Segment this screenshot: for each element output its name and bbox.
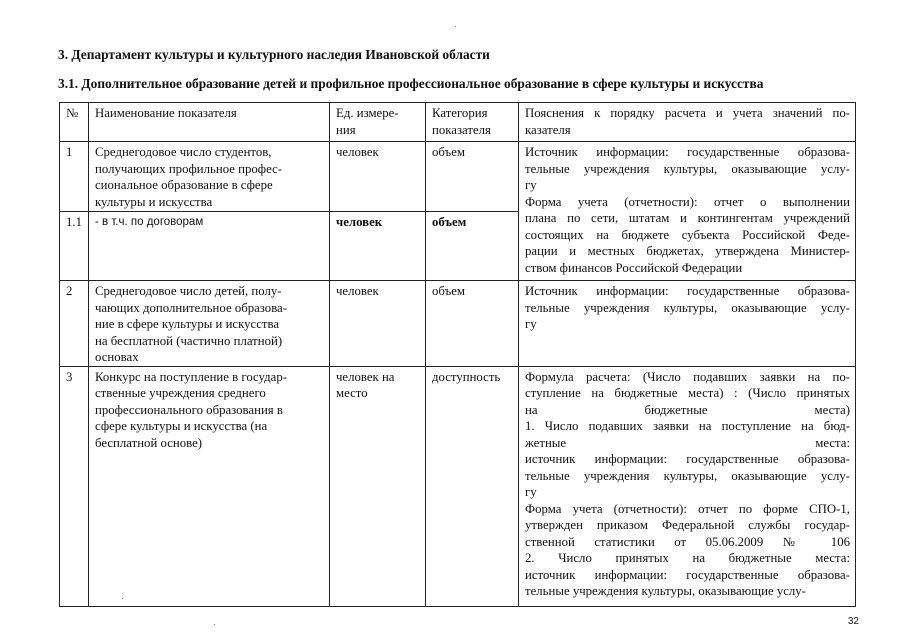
row-name: Конкурс на поступление в государ- ственные учреждения среднего профессионального образования в сфере культуры и искусства (на бесплатной основе) (89, 366, 330, 606)
row-category: объем (426, 281, 519, 367)
row-name: - в т.ч. по договорам (89, 212, 330, 281)
row-unit: человек (330, 142, 426, 212)
row-name: Среднегодовое число детей, полу- чающих дополнительное образова- ние в сфере культуры и искусства на бесплатной (частично платной) основах (89, 281, 330, 367)
row-num: 1 (60, 142, 89, 212)
scan-speck (122, 598, 123, 599)
indicators-table (59, 102, 856, 607)
header-name: Наименование показателя (89, 103, 330, 142)
row-num: 1.1 (60, 212, 89, 281)
table-row (60, 142, 856, 212)
header-notes: Пояснения к порядку расчета и учета значений по- казателя (519, 103, 856, 142)
section-subtitle: 3.1. Дополнительное образование детей и профильное профессиональное образование в сфере культуры и искусства (58, 76, 764, 91)
row-notes: Источник информации: государственные образова- тельные учреждения культуры, оказывающие услу- гу (519, 281, 856, 367)
row-notes: Формула расчета: (Число подавших заявки на по- ступление на бюджетные места) : (Число принятых на бюджетные места) 1. Число подавших заявки на поступление на бюд- жетные места: источник информации: государственные образова- тельные учреждения культуры, оказывающие услу- гу Форма учета (отчетности): отчет по форме СПО-1, утвержден приказом Федеральной службы государ- ственной статистики от 05.06.2009 № 106 2. Число принятых на бюджетные места: источник информации: государственные образова- тельные учреждения культуры, оказывающие услу- (519, 366, 856, 606)
row-unit: человек (330, 281, 426, 367)
page-number: 32 (847, 616, 859, 627)
table-row (60, 281, 856, 367)
row-num: 3 (60, 366, 89, 606)
row-unit: человек (330, 212, 426, 281)
table-row (60, 366, 856, 606)
row-unit: человек на место (330, 366, 426, 606)
section-title: 3. Департамент культуры и культурного наследия Ивановской области (58, 47, 490, 62)
row-category: объем (426, 142, 519, 212)
row-notes: Источник информации: государственные образова- тельные учреждения культуры, оказывающие услу- гу Форма учета (отчетности): отчет о выполнении плана по сети, штатам и контингентам учреждений состоящих на бюджете субъекта Российской Феде- рации и местных бюджетах, утверждена Министер- ством финансов Российской Федерации (519, 142, 856, 281)
row-category: доступность (426, 366, 519, 606)
row-name: Среднегодовое число студентов, получающих профильное профес- сиональное образование в сфере культуры и искусства (89, 142, 330, 212)
scan-speck (455, 26, 456, 27)
header-category: Категория показателя (426, 103, 519, 142)
scan-speck (214, 624, 215, 625)
table-header-row (60, 103, 856, 142)
row-num: 2 (60, 281, 89, 367)
header-num: № (60, 103, 89, 142)
header-unit: Ед. измере- ния (330, 103, 426, 142)
row-category: объем (426, 212, 519, 281)
